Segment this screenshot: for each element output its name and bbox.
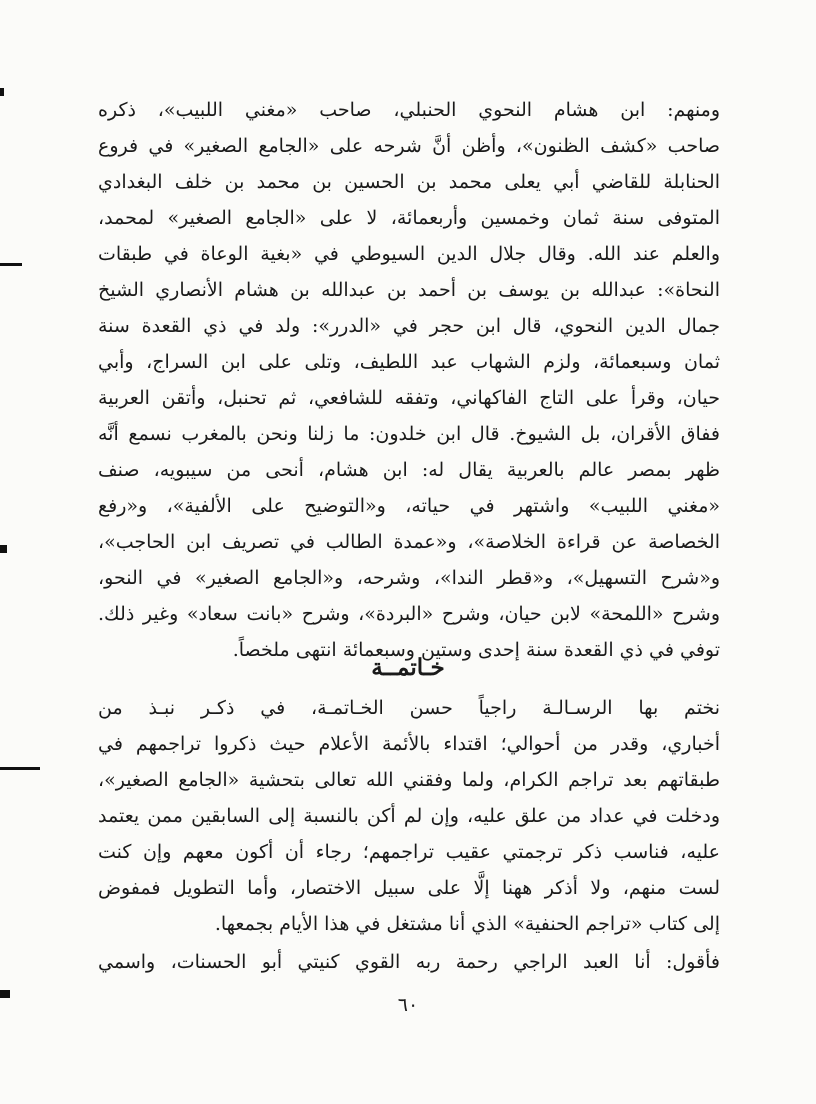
text-line: والعلم عند الله. وقال جلال الدين السيوطي في «بغية الوعاة في طبقات — [98, 243, 720, 265]
text-line: فأقول: أنا العبد الراجي رحمة ربه القوي كنيتي أبو الحسنات، واسمي — [98, 951, 720, 973]
text-line: أخباري، وقدر من أحوالي؛ اقتداء بالأئمة الأعلام حيث ذكروا تراجمهم في — [98, 733, 720, 755]
text-line: لست منهم، ولا أذكر ههنا إلَّا على سبيل الاختصار، وأما التطويل فمفوض — [98, 877, 720, 899]
text-line: طبقاتهم بعد تراجم الكرام، ولما وفقني الله تعالى بتحشية «الجامع الصغير»، — [98, 769, 720, 791]
scan-mark — [0, 767, 40, 770]
text-line: عليه، فناسب ذكر ترجمتي عقيب تراجمهم؛ رجاء أن أكون معهم وإن كنت — [98, 841, 720, 863]
text-line: ظهر بمصر عالم بالعربية يقال له: ابن هشام، أنحى من سيبويه، صنف — [98, 459, 720, 481]
text-line: صاحب «كشف الظنون»، وأظن أنَّ شرحه على «الجامع الصغير» في فروع — [98, 135, 720, 157]
paragraph-author — [98, 944, 720, 980]
paragraph-conclusion — [98, 690, 720, 942]
text-line: ففاق الأقران، بل الشيوخ. قال ابن خلدون: ما زلنا ونحن بالمغرب نسمع أنَّه — [98, 423, 720, 445]
text-line: المتوفى سنة ثمان وخمسين وأربعمائة، لا على «الجامع الصغير» لمحمد، — [98, 207, 720, 229]
text-line: ثمان وسبعمائة، ولزم الشهاب عبد اللطيف، وتلى على ابن السراج، وأبي — [98, 351, 720, 373]
text-line: ودخلت في عداد من علق عليه، وإن لم أكن بالنسبة إلى السابقين ممن يعتمد — [98, 805, 720, 827]
text-line: جمال الدين النحوي، قال ابن حجر في «الدرر»: ولد في ذي القعدة سنة — [98, 315, 720, 337]
text-line: ومنهم: ابن هشام النحوي الحنبلي، صاحب «مغني اللبيب»، ذكره — [98, 99, 720, 121]
paragraph-ibn-hisham — [98, 92, 720, 668]
text-line: توفي في ذي القعدة سنة إحدى وستين وسبعمائة انتهى ملخصاً. — [232, 639, 720, 661]
text-line: الخصاصة عن قراءة الخلاصة»، و«عمدة الطالب في تصريف ابن الحاجب»، — [98, 531, 720, 553]
page-number: ٦٠ — [397, 994, 419, 1016]
text-line: الحنابلة للقاضي أبي يعلى محمد بن الحسين بن محمد بن خلف البغدادي — [98, 171, 720, 193]
text-line: نختم بها الرسـالـة راجياً حسن الخـاتمـة، في ذكـر نبـذ من — [98, 697, 720, 719]
text-line: النحاة»: عبدالله بن يوسف بن أحمد بن عبدالله بن هشام الأنصاري الشيخ — [98, 279, 720, 301]
text-line: إلى كتاب «تراجم الحنفية» الذي أنا مشتغل في هذا الأيام بجمعها. — [214, 913, 720, 935]
scan-mark — [0, 88, 4, 96]
section-heading: خـاتمــة — [371, 654, 445, 681]
scan-mark — [0, 263, 22, 266]
scan-mark — [0, 545, 7, 553]
text-line: «مغني اللبيب» واشتهر في حياته، و«التوضيح على الألفية»، و«رفع — [98, 495, 720, 517]
text-line: وشرح «اللمحة» لابن حيان، وشرح «البردة»، وشرح «بانت سعاد» وغير ذلك. — [98, 603, 720, 625]
text-line: حيان، وقرأ على التاج الفاكهاني، وتفقه للشافعي، ثم تحنبل، وأتقن العربية — [98, 387, 720, 409]
text-line: و«شرح التسهيل»، و«قطر الندا»، وشرحه، و«الجامع الصغير» في النحو، — [98, 567, 720, 589]
